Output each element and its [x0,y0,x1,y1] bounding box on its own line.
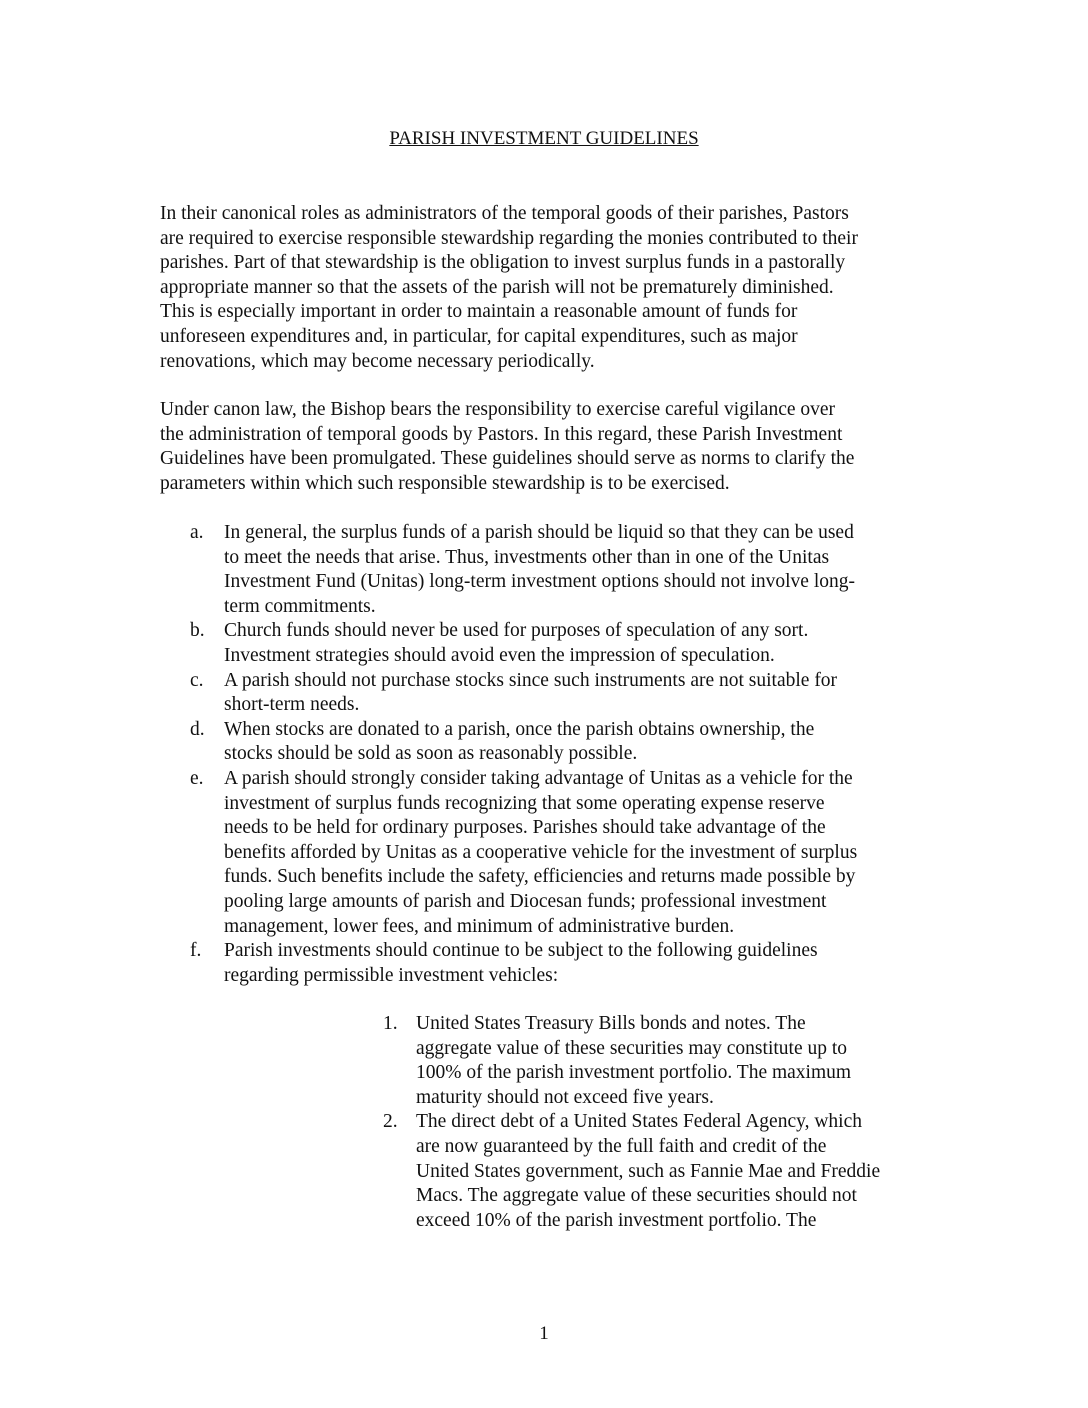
text-line: A parish should not purchase stocks since such instruments are not suitable for [224,669,838,691]
list-marker: c. [190,669,204,691]
text-line: In general, the surplus funds of a parish should be liquid so that they can be used [224,522,854,543]
list-item-c [190,669,857,718]
page-number: 1 [539,1323,549,1344]
list-item-b [190,619,857,668]
text-line: are required to exercise responsible stewardship regarding the monies contributed to their [160,227,858,249]
list-marker: a. [190,522,204,543]
text-line: When stocks are donated to a parish, once the parish obtains ownership, the [224,718,815,740]
list-marker: e. [190,767,204,789]
list-item-d [190,718,857,767]
text-line: 100% of the parish investment portfolio. The maximum [416,1062,852,1084]
list-item-f [190,939,857,988]
text-line: management, lower fees, and minimum of administrative burden. [224,915,735,937]
list-marker: 2. [383,1111,398,1133]
text-line: This is especially important in order to maintain a reasonable amount of funds for [160,301,798,323]
text-line: The direct debt of a United States Federal Agency, which [416,1111,863,1133]
text-line: needs to be held for ordinary purposes. Parishes should take advantage of the [224,817,826,839]
text-line: are now guaranteed by the full faith and credit of the [416,1135,827,1157]
text-line: A parish should strongly consider taking advantage of Unitas as a vehicle for the [224,767,853,789]
text-line: stocks should be sold as soon as reasonably possible. [224,743,638,765]
text-line: pooling large amounts of parish and Diocesan funds; professional investment [224,890,827,912]
text-line: term commitments. [224,595,376,617]
text-line: parishes. Part of that stewardship is the obligation to invest surplus funds in a pastorally [160,252,846,274]
text-line: short-term needs. [224,694,360,716]
text-line: United States government, such as Fannie Mae and Freddie [416,1160,881,1182]
text-line: exceed 10% of the parish investment portfolio. The [416,1209,817,1231]
list-marker: 1. [383,1013,398,1034]
text-line: renovations, which may become necessary periodically. [160,350,595,372]
list-item-2 [383,1110,880,1233]
text-line: United States Treasury Bills bonds and notes. The [416,1013,806,1034]
list-item-e [190,767,857,939]
text-line: Investment Fund (Unitas) long-term investment options should not involve long- [224,571,855,593]
title-text: PARISH INVESTMENT GUIDELINES [389,128,699,149]
text-line: unforeseen expenditures and, in particular, for capital expenditures, such as major [160,325,798,347]
document-title [0,128,1088,150]
lettered-list [190,521,857,988]
text-line: parameters within which such responsible stewardship is to be exercised. [160,472,730,494]
numbered-list [383,1012,880,1233]
text-line: funds. Such benefits include the safety, efficiencies and returns made possible by [224,866,856,888]
list-marker: b. [190,620,205,642]
list-item-1 [383,1012,880,1110]
text-line: Investment strategies should avoid even the impression of speculation. [224,644,775,666]
text-line: Guidelines have been promulgated. These guidelines should serve as norms to clarify the [160,448,855,470]
text-line: to meet the needs that arise. Thus, investments other than in one of the Unitas [224,546,830,568]
text-line: benefits afforded by Unitas as a cooperative vehicle for the investment of surplus [224,841,858,863]
text-line: Under canon law, the Bishop bears the responsibility to exercise careful vigilance over [160,399,836,420]
list-item-a [190,521,857,619]
text-line: In their canonical roles as administrators of the temporal goods of their parishes, Pastors [160,203,849,224]
text-line: the administration of temporal goods by Pastors. In this regard, these Parish Investment [160,423,843,445]
paragraph-canon-law [160,398,854,496]
text-line: Macs. The aggregate value of these securities should not [416,1185,857,1207]
text-line: Church funds should never be used for purposes of speculation of any sort. [224,620,809,642]
list-marker: d. [190,718,205,740]
text-line: appropriate manner so that the assets of the parish will not be prematurely diminished. [160,276,834,298]
text-line: Parish investments should continue to be subject to the following guidelines [224,940,818,962]
text-line: investment of surplus funds recognizing that some operating expense reserve [224,792,825,814]
text-line: regarding permissible investment vehicles: [224,964,559,986]
text-line: maturity should not exceed five years. [416,1086,714,1108]
paragraph-intro [160,202,858,374]
list-marker: f. [190,940,202,962]
text-line: aggregate value of these securities may constitute up to [416,1037,848,1059]
